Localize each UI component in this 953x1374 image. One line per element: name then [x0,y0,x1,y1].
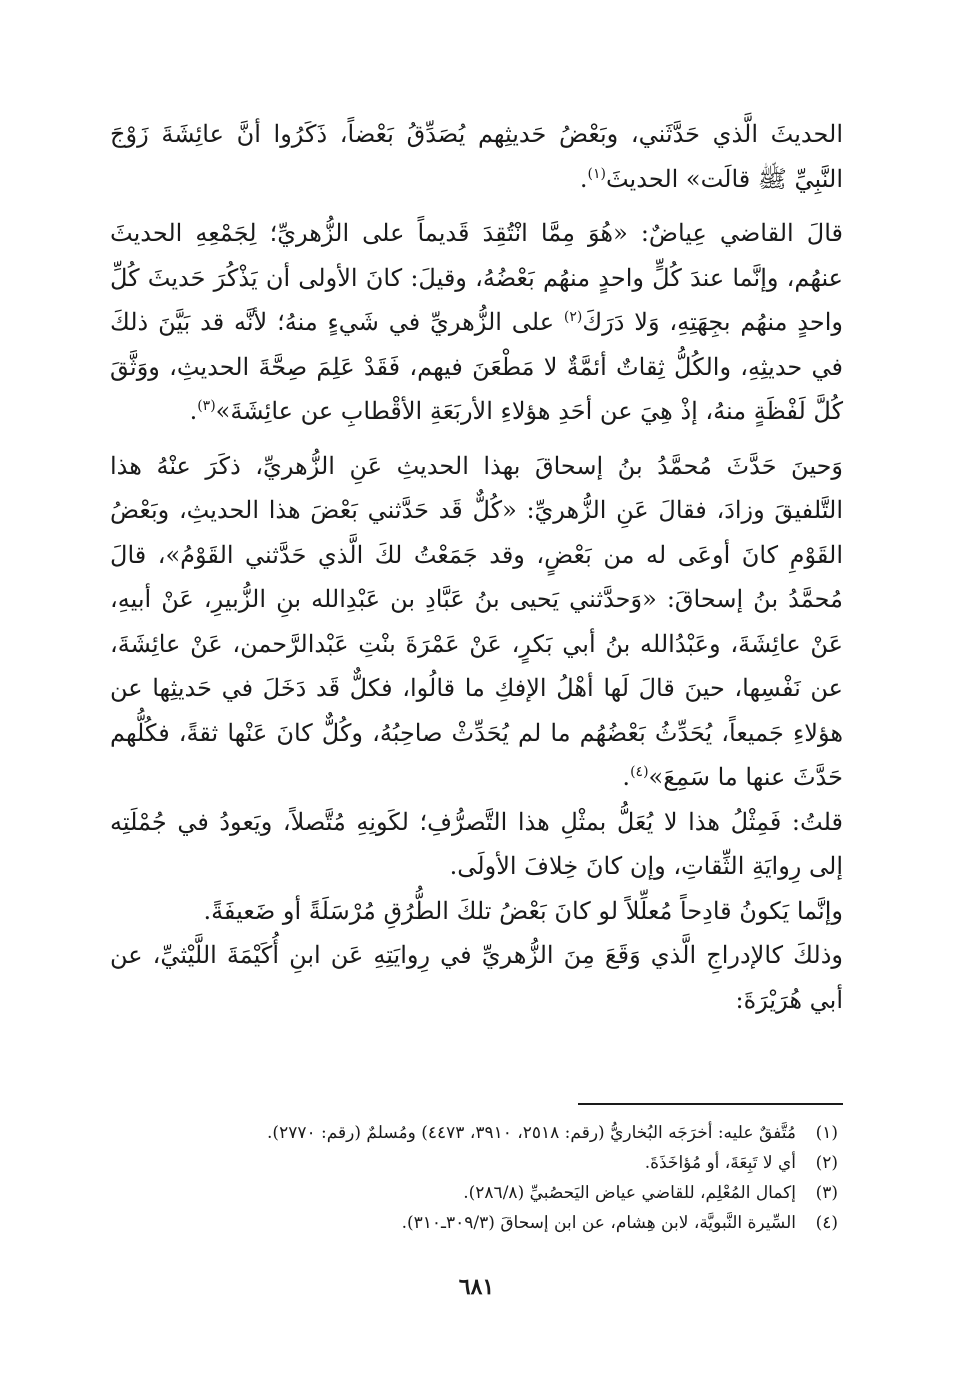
footnote-text: مُتَّفقٌ عليه: أخرَجَه البُخاريُّ (رقم: ٢٥١٨، ٣٩١٠، ٤٤٧٣) ومُسلمٌ (رقم: ٢٧٧٠). [267,1123,796,1143]
footnote-2 [110,1148,838,1178]
paragraph-1-text: الحديثَ الَّذي حَدَّثَني، وبَعْضُ حَديثِهم يُصَدِّقُ بَعْضاً، ذَكَرُوا أنَّ عائِشَةَ زَوْجَ النَّبِيِّ ﷺ قالَت» الحديثَ [110,120,843,193]
paragraph-3-text: وَحينَ حَدَّثَ مُحمَّدُ بنُ إسحاقَ بهذا الحديثِ عَنِ الزُّهريِّ، ذكَرَ عنْهُ هذا التَّلفيقَ وزادَ، فقالَ عَنِ الزُّهريِّ: «كُلٌّ قَد حَدَّثني بَعْضَ هذا الحديثِ، وبَعْضُ القَوْمِ كانَ أوعَى له من بَعْضٍ، وقد جَمَعْتُ لكَ الَّذي حَدَّثني القَوْمُ»، قالَ مُحمَّدُ بنُ إسحاقَ: «وَحدَّثني يَحيى بنُ عَبَّادِ بن عَبْدِالله بنِ الزُّبيرِ، عَنْ أبيهِ، عَنْ عائِشَةَ، وعَبْدُالله بنُ أبي بَكرٍ، عَنْ عَمْرَةَ بنْتِ عَبْدالرَّحمن، عَنْ عائِشَةَ، عن نَفْسِها، حينَ قالَ لَها أهْلُ الإفكِ ما قالُوا، فكلٌّ قَد دَخَلَ في حَديثِها عن هؤلاءِ جَميعاً، يُحَدِّثُ بَعْضُهُم ما لم يُحَدِّثْ صاحِبُهُ، وكُلٌّ كانَ عَنْها ثقةً، فكُلُّهم حَدَّثَ عنها ما سَمِعَ» [110,451,843,791]
footnotes-section [110,1118,838,1238]
footnote-3 [110,1178,838,1208]
paragraph-6 [110,933,843,1022]
footnote-number: (٤) [815,1213,838,1233]
footnote-marker-4: (٤) [630,764,649,780]
footnote-marker-3: (٣) [197,398,216,414]
footnote-marker-1: (١) [587,165,606,182]
paragraph-2-text-b: على الزُّهريِّ في شَيءٍ منهُ؛ لأنَّه قد بَيَّنَ ذلكَ في حديثِهِ، والكُلُّ ثِقاتٌ أئمَّةٌ لا مَطْعَنَ فيهم، فَقَدْ عَلِمَ صِحَّةَ الحديثِ، ووَثَّقَ كُلَّ لَفْظَةٍ منهُ، إذْ هِيَ عن أحَدِ هؤلاءِ الأربَعَةِ الأقْطابِ عن عائِشَةَ» [110,308,843,425]
paragraph-2: قالَ القاضي عِياضٌ: «هُوَ مِمَّا انْتُقِدَ قَديماً على الزُّهريِّ؛ لِجَمْعِهِ الحديثَ عنهُم، وإنَّما عندَ كُلٍّ واحدٍ منهُم بَعْضُهُ، وقيلَ: كانَ الأولى أن يَذْكُرَ حَديثَ كُلِّ واحدٍ منهُم بجِهَتِهِ، وَلا دَرَكَ$^{(٢)}$ على الزُّهريِّ في شَيءٍ منهُ؛ لأنَّه قد بَيَّنَ ذلكَ في حديثِهِ، والكُلُّ ثِقاتٌ أئمَّةٌ لا مَطْعَنَ فيهم، فَقَدْ عَلِمَ صِحَّةَ الحديثِ، ووَثَّقَ كُلَّ لَفْظَةٍ منهُ، إذْ هِيَ عن أحَدِ هؤلاءِ الأربَعَةِ الأقْطابِ عن عائِشَةَ»$^{(٣)}$. [110,219,844,425]
footnote-number: (١) [815,1123,838,1143]
paragraph-2-text-a: قالَ القاضي عِياضٌ: «هُوَ مِمَّا انْتُقِدَ قَديماً على الزُّهريِّ؛ لِجَمْعِهِ الحديثَ عنهُم، وإنَّما عندَ كُلٍّ واحدٍ منهُم بَعْضُهُ، وقيلَ: كانَ الأولى أن يَذْكُرَ حَديثَ كُلِّ واحدٍ منهُم بجِهَتِهِ، وَلا دَرَكَ [110,219,844,336]
footnote-marker-2: (٢) [563,309,583,325]
footnote-number: (٣) [815,1183,838,1203]
footnote-number: (٢) [815,1153,838,1173]
paragraph-6-text: وذلكَ كالإدراجِ الَّذي وَقَعَ مِنَ الزُّهريِّ في رِوايَتِهِ عَن ابنِ أُكَيْمَةَ اللَّيْثيِّ، عن أبي هُرَيْرَةَ: [110,941,843,1014]
footnote-text: أي لا تَبِعَةَ، أو مُؤاخَذَةَ. [644,1153,796,1173]
footnote-divider [578,1103,843,1105]
paragraph-5-text: وإنَّما يَكونُ قادِحاً مُعلِّلاً لو كانَ بَعْضُ تلكَ الطُّرُقِ مُرْسَلَةً أو ضَعيفَةً. [203,896,843,925]
paragraph-1: الحديثَ الَّذي حَدَّثَني، وبَعْضُ حَديثِهم يُصَدِّقُ بَعْضاً، ذَكَرُوا أنَّ عائِشَةَ زَوْجَ النَّبِيِّ ﷺ قالَت» الحديثَ$^{(١)}$. [110,120,843,193]
footnote-text: إكمال المُعْلِم، للقاضي عياض اليَحصُبيِّ (٢٨٦/٨). [463,1183,796,1203]
paragraph-4-text: قلتُ: فَمِثْلُ هذا لا يُعَلُّ بمثْلِ هذا التَّصرُّفِ؛ لكَونِهِ مُتَّصلاً، ويَعودُ في جُمْلَتِه إلى رِوايَةِ الثِّقاتِ، وإن كانَ خِلافَ الأولَى. [110,807,843,880]
footnote-4 [110,1208,838,1238]
footnote-text: السِّيرة النَّبويَّة، لابن هِشام، عن ابن إسحاقَ (٣٠٩/٣ـ٣١٠). [401,1213,796,1233]
main-text-body [110,112,843,1022]
footnote-1 [110,1118,838,1148]
page-number: ٦٨١ [458,1274,495,1300]
paragraph-5 [110,889,843,934]
paragraph-4 [110,800,843,889]
paragraph-3: وَحينَ حَدَّثَ مُحمَّدُ بنُ إسحاقَ بهذا الحديثِ عَنِ الزُّهريِّ، ذكَرَ عنْهُ هذا التَّلفيقَ وزادَ، فقالَ عَنِ الزُّهريِّ: «كُلٌّ قَد حَدَّثني بَعْضَ هذا الحديثِ، وبَعْضُ القَوْمِ كانَ أوعَى له من بَعْضٍ، وقد جَمَعْتُ لكَ الَّذي حَدَّثني القَوْمُ»، قالَ مُحمَّدُ بنُ إسحاقَ: «وَحدَّثني يَحيى بنُ عَبَّادِ بن عَبْدِالله بنِ الزُّبيرِ، عَنْ أبيهِ، عَنْ عائِشَةَ، وعَبْدُالله بنُ أبي بَكرٍ، عَنْ عَمْرَةَ بنْتِ عَبْدالرَّحمن، عَنْ عائِشَةَ، عن نَفْسِها، حينَ قالَ لَها أهْلُ الإفكِ ما قالُوا، فكلٌّ قَد دَخَلَ في حَديثِها عن هؤلاءِ جَميعاً، يُحَدِّثُ بَعْضُهُم ما لم يُحَدِّثْ صاحِبُهُ، وكُلٌّ كانَ عَنْها ثقةً، فكُلُّهم حَدَّثَ عنها ما سَمِعَ»$^{(٤)}$. [110,451,843,791]
